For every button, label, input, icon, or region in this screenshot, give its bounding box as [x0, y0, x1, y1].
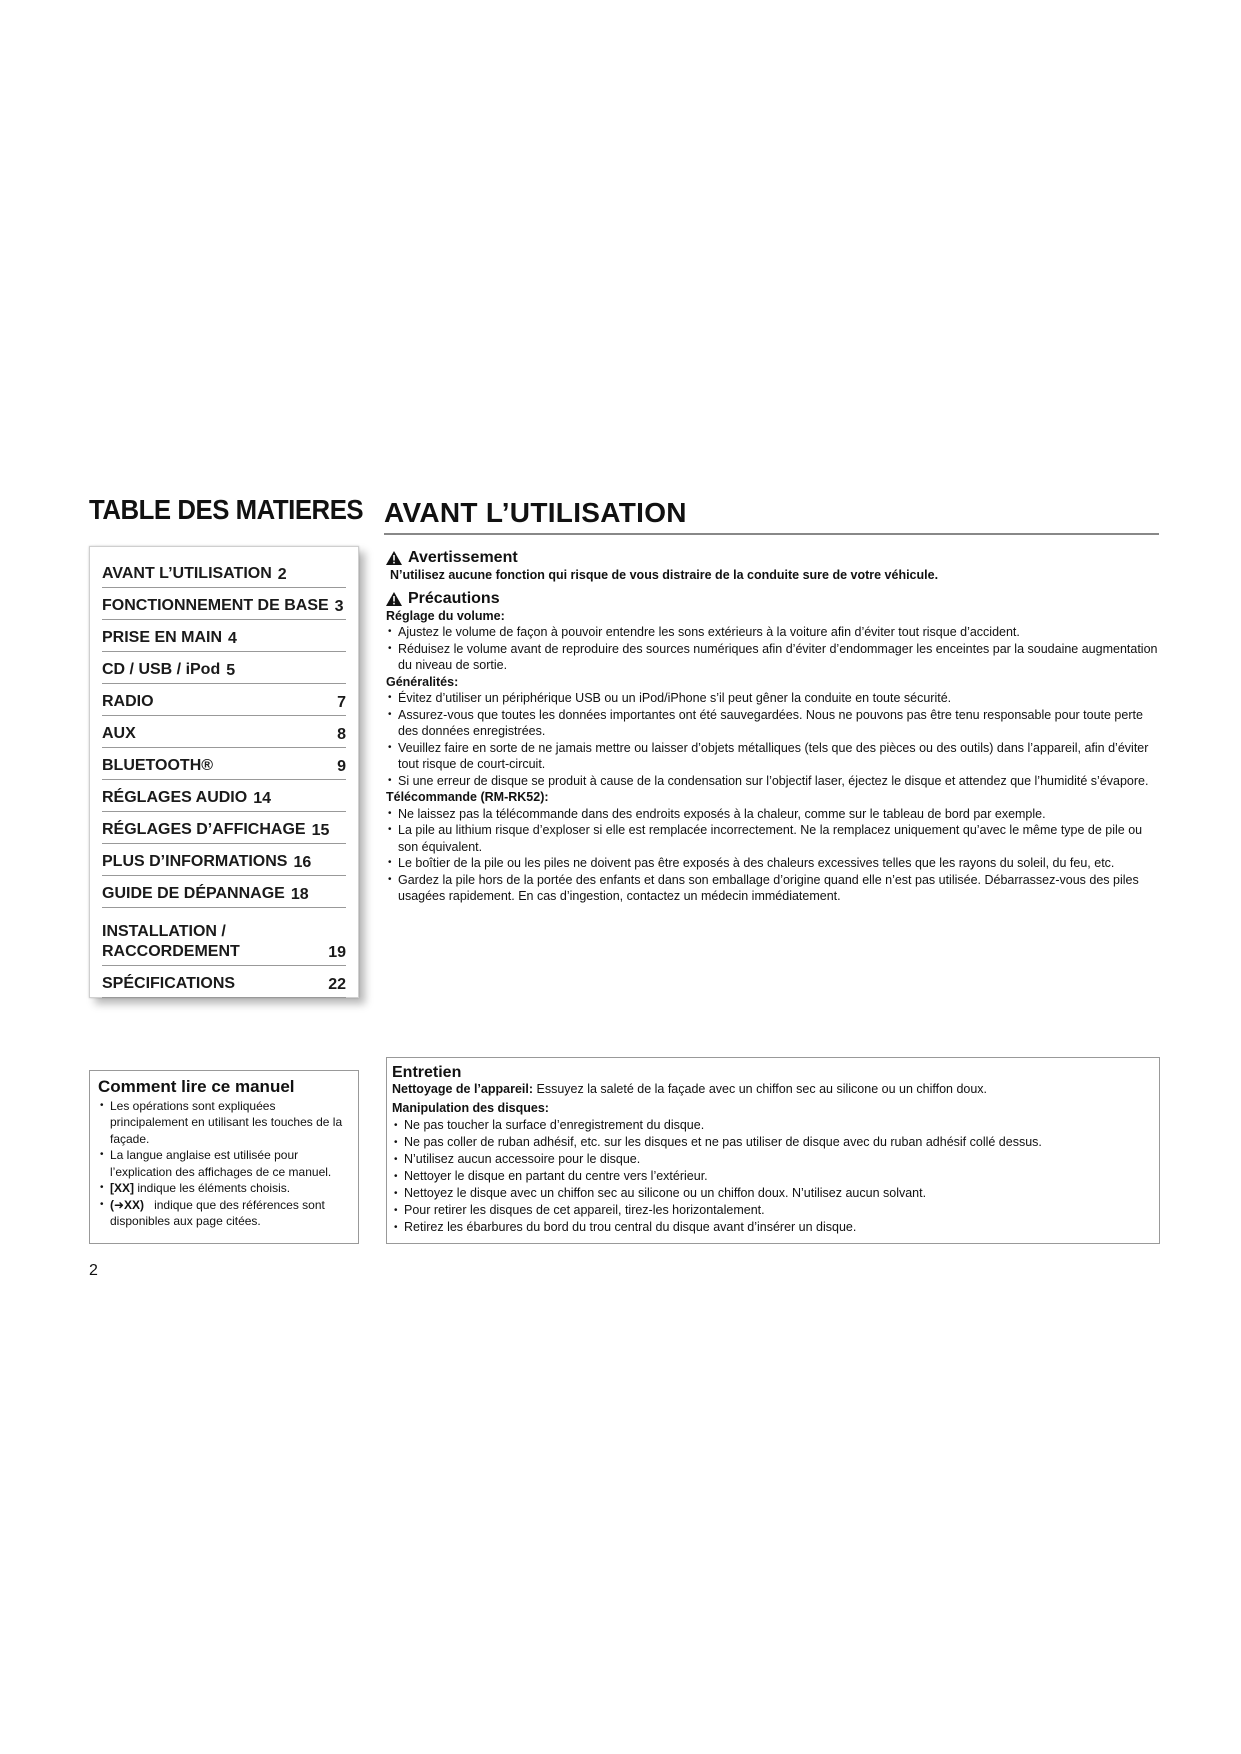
- toc-item-label: INSTALLATION / RACCORDEMENT: [102, 923, 240, 960]
- warning-icon: [386, 551, 402, 565]
- toc-item-page: 9: [337, 758, 346, 775]
- main-content: [386, 548, 1161, 905]
- general-heading: Généralités:: [386, 674, 459, 689]
- volume-list: [386, 624, 1161, 674]
- remote-list: [386, 806, 1161, 905]
- list-item: [98, 1180, 352, 1197]
- toc-item-page: 3: [334, 598, 344, 615]
- toc-item-page: 5: [226, 662, 236, 679]
- list-item: • Ajustez le volume de façon à pouvoir entendre les sons extérieurs à la voiture afin d’éviter tout risque d’accident.: [386, 624, 1161, 641]
- title-divider: [384, 533, 1159, 535]
- toc-item[interactable]: [102, 877, 346, 908]
- list-item: • Nettoyer le disque en partant du centre vers l’extérieur.: [392, 1168, 1153, 1185]
- toc-item-label: PLUS D’INFORMATIONS: [102, 853, 288, 870]
- toc-item[interactable]: [102, 621, 346, 652]
- toc-item-page: 4: [228, 630, 237, 647]
- list-item: • Ne pas coller de ruban adhésif, etc. sur les disques et ne pas utiliser de disque avec du ruban adhésif collé dessus.: [392, 1134, 1153, 1151]
- toc-item[interactable]: [102, 781, 346, 812]
- toc-item-label: PRISE EN MAIN: [102, 629, 223, 646]
- selected-items-marker: [XX]: [110, 1181, 134, 1195]
- list-item: • Pour retirer les disques de cet appareil, tirez-les horizontalement.: [392, 1202, 1153, 1219]
- list-item: • La langue anglaise est utilisée pour l’explication des affichages de ce manuel.: [98, 1147, 352, 1180]
- list-item: • Réduisez le volume avant de reproduire des sources numériques afin d’éviter d’endommager les enceintes par la soudaine augmentation du niveau de sortie.: [386, 641, 1161, 674]
- list-item: • Si une erreur de disque se produit à cause de la condensation sur l’objectif laser, éjectez le disque et attendez que l’humidité s’évapore.: [386, 773, 1161, 790]
- toc-item-page: 16: [293, 854, 312, 871]
- warning-text: N’utilisez aucune fonction qui risque de vous distraire de la conduite sure de votre véhicule.: [390, 567, 939, 582]
- selected-items-text: indique les éléments choisis.: [137, 1181, 291, 1195]
- toc-item-label: FONCTIONNEMENT DE BASE: [102, 597, 329, 614]
- general-list: [386, 690, 1161, 789]
- precautions-heading-text: Précautions: [408, 590, 500, 607]
- how-to-read-heading: Comment lire ce manuel: [98, 1077, 295, 1096]
- page-title: AVANT L’UTILISATION: [384, 497, 687, 528]
- toc-item[interactable]: [102, 685, 346, 716]
- toc-item-label: RÉGLAGES D’AFFICHAGE: [102, 821, 306, 838]
- how-to-read-list: [98, 1098, 352, 1230]
- list-item: • Le boîtier de la pile ou les piles ne doivent pas être exposés à des chaleurs excessives telles que les rayons du soleil, du feu, etc.: [386, 855, 1161, 872]
- cleaning-text: Essuyez la saleté de la façade avec un chiffon sec au silicone ou un chiffon doux.: [536, 1082, 988, 1096]
- toc-item[interactable]: [102, 813, 346, 844]
- toc-box: [89, 546, 359, 998]
- toc-item-label: AUX: [102, 725, 136, 742]
- toc-item-label: SPÉCIFICATIONS: [102, 975, 236, 992]
- maintenance-box: [386, 1057, 1160, 1244]
- toc-list: [102, 557, 346, 999]
- reference-marker: (➜XX): [110, 1197, 145, 1212]
- discs-heading: Manipulation des disques:: [392, 1101, 549, 1115]
- toc-item[interactable]: [102, 557, 346, 588]
- volume-heading: Réglage du volume:: [386, 608, 505, 623]
- toc-item[interactable]: [102, 845, 346, 876]
- toc-item[interactable]: [102, 749, 346, 780]
- toc-item-label: CD / USB / iPod: [102, 661, 221, 678]
- list-item: • Ne laissez pas la télécommande dans des endroits exposés à la chaleur, comme sur le tableau de bord par exemple.: [386, 806, 1161, 823]
- cleaning-line: [392, 1081, 1153, 1098]
- list-item: • Gardez la pile hors de la portée des enfants et dans son emballage d’origine quand elle n’est pas utilisée. Débarrassez-vous des piles usagées rapidement. En cas d’ingestion, contactez un médecin immédiatement.: [386, 872, 1161, 905]
- toc-item-page: 22: [328, 976, 346, 993]
- page-number: 2: [89, 1262, 98, 1279]
- discs-list: [392, 1117, 1153, 1236]
- toc-item-page: 2: [277, 566, 287, 583]
- warning-heading-text: Avertissement: [408, 549, 518, 566]
- toc-item[interactable]: [102, 717, 346, 748]
- warning-icon: [386, 592, 402, 606]
- toc-item[interactable]: [102, 653, 346, 684]
- list-item: • Ne pas toucher la surface d’enregistrement du disque.: [392, 1117, 1153, 1134]
- toc-item-page: 15: [311, 822, 330, 839]
- toc-item-page: 18: [290, 886, 309, 903]
- list-item: • Retirez les ébarbures du bord du trou central du disque avant d’insérer un disque.: [392, 1219, 1153, 1236]
- cleaning-label: Nettoyage de l’appareil:: [392, 1082, 534, 1096]
- precautions-heading: [386, 591, 1161, 608]
- list-item: • Nettoyez le disque avec un chiffon sec au silicone ou un chiffon doux. N’utilisez aucun solvant.: [392, 1185, 1153, 1202]
- toc-item[interactable]: [102, 909, 346, 966]
- toc-item-page: 7: [337, 694, 346, 711]
- list-item: • Veuillez faire en sorte de ne jamais mettre ou laisser d’objets métalliques (tels que des pièces ou des outils) dans l’appareil, afin d’éviter tout risque de court-circuit.: [386, 740, 1161, 773]
- warning-heading: [386, 550, 1161, 567]
- remote-heading: Télécommande (RM-RK52):: [386, 790, 549, 804]
- toc-item-label: GUIDE DE DÉPANNAGE: [102, 885, 285, 902]
- how-to-read-box: [89, 1070, 359, 1244]
- toc-item[interactable]: [102, 589, 346, 620]
- toc-item-label: BLUETOOTH®: [102, 757, 214, 774]
- toc-item-label: RADIO: [102, 693, 154, 710]
- toc-title: TABLE DES MATIERES: [89, 494, 364, 525]
- toc-item-page: 8: [337, 726, 346, 743]
- toc-item-page: 19: [328, 944, 346, 961]
- list-item: • Assurez-vous que toutes les données importantes ont été sauvegardées. Nous ne pouvons pas être tenu responsable pour toute perte des données enregistrées.: [386, 707, 1161, 740]
- toc-item-label: AVANT L’UTILISATION: [102, 565, 272, 582]
- toc-item-label: RÉGLAGES AUDIO: [102, 789, 248, 806]
- toc-item[interactable]: [102, 967, 346, 998]
- list-item: • N’utilisez aucun accessoire pour le disque.: [392, 1151, 1153, 1168]
- reference-text: indique que des références sont disponibles aux page citées.: [110, 1197, 325, 1228]
- maintenance-heading: Entretien: [392, 1064, 462, 1081]
- list-item: • La pile au lithium risque d’exploser si elle est remplacée incorrectement. Ne la remplacez uniquement qu’avec le même type de pile ou son équivalent.: [386, 822, 1161, 855]
- list-item: [98, 1197, 352, 1230]
- toc-item-page: 14: [253, 790, 271, 807]
- list-item: • Évitez d’utiliser un périphérique USB ou un iPod/iPhone s’il peut gêner la conduite en toute sécurité.: [386, 690, 1161, 707]
- list-item: • Les opérations sont expliquées principalement en utilisant les touches de la façade.: [98, 1098, 352, 1148]
